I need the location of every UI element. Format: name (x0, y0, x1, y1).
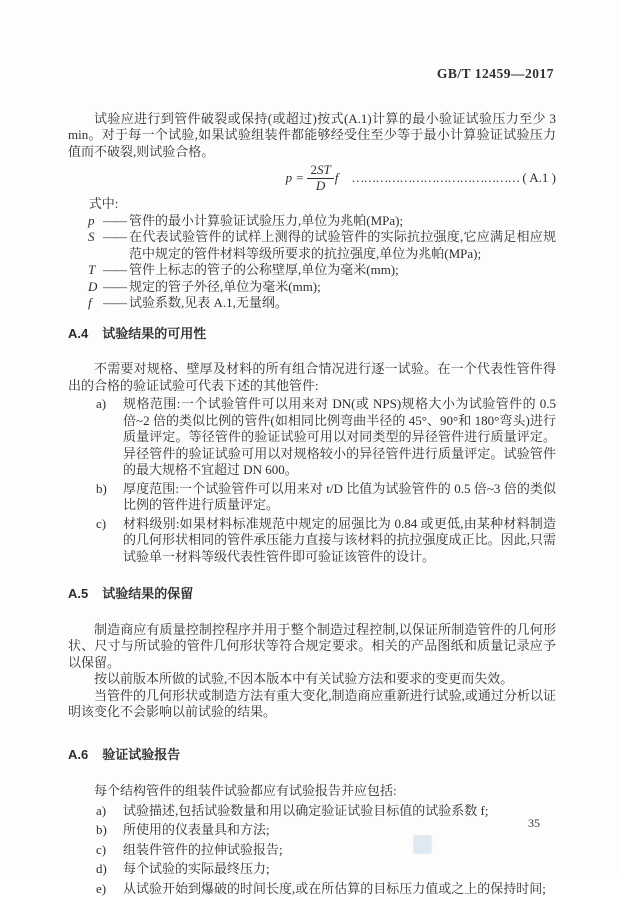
section-heading-a5: A.5 试验结果的保留 (68, 586, 556, 603)
section-a6-list (68, 803, 556, 897)
section-a6-intro: 每个结构管件的组装件试验都应有试验报告并应包括: (68, 783, 556, 800)
fraction (307, 163, 333, 194)
list-item: b) 厚度范围:一个试验管件可以用来对 t/D 比值为试验管件的 0.5 倍~3 倍的类似比例的管件进行质量评定。 (68, 481, 556, 514)
section-a5-paragraph: 按以前版本所做的试验,不因本版本中有关试验方法和要求的变更而失效。 (68, 671, 556, 688)
list-item: d) 每个试验的实际最终压力; (68, 861, 556, 878)
formula-label: ( A.1 ) (522, 170, 556, 185)
formula-reference (351, 170, 556, 187)
section-heading-a6: A.6 验证试验报告 (68, 747, 556, 764)
section-a5-paragraph: 制造商应有质量控制控程序并用于整个制造过程控制,以保证所制造管件的几何形状、尺寸与所试验的管件几何形状等符合规定要求。相关的产品图纸和质量记录应予以保留。 (68, 622, 556, 672)
list-item: c) 组装件管件的拉伸试验报告; (68, 842, 556, 859)
formula-lhs: p (286, 170, 293, 187)
definition-row: D —— 规定的管子外径,单位为毫米(mm); (68, 279, 556, 296)
doc-number: GB/T 12459—2017 (68, 66, 554, 83)
definition-row: T —— 管件上标志的管子的公称壁厚,单位为毫米(mm); (68, 262, 556, 279)
definition-row: S —— 在代表试验管件的试样上测得的试验管件的实际抗拉强度,它应满足相应规范中规定的管件材料等级所要求的抗拉强度,单位为兆帕(MPa); (68, 229, 556, 262)
section-a4-paragraph: 不需要对规格、壁厚及材料的所有组合情况进行逐一试验。在一个代表性管件得出的合格的验证试验可代表下述的其他管件: (68, 361, 556, 394)
fraction-numerator: 2ST (307, 163, 333, 179)
list-item: b) 所使用的仪表量具和方法; (68, 822, 556, 839)
section-a4-list (68, 396, 556, 565)
section-a5-paragraph: 当管件的几何形状或制造方法有重大变化,制造商应重新进行试验,或通过分析以证明该变化不会影响以前试验的结果。 (68, 688, 556, 721)
leader-dots: …………………………………… (351, 170, 519, 185)
definition-row: p —— 管件的最小计算验证试验压力,单位为兆帕(MPa); (68, 213, 556, 230)
formula-factor: f (335, 170, 339, 187)
page-number: 35 (528, 816, 540, 831)
intro-paragraph: 试验应进行到管件破裂或保持(或超过)按式(A.1)计算的最小验证试验压力至少 3 min。对于每一个试验,如果试验组装件都能够经受住至少等于最小计算验证试验压力值而不破裂,则试验合格。 (68, 111, 556, 161)
page-content (68, 66, 556, 897)
formula-a1 (68, 161, 556, 195)
symbol-definitions (68, 213, 556, 312)
fraction-denominator: D (316, 179, 325, 194)
definition-row: f —— 试验系数,见表 A.1,无量纲。 (68, 295, 556, 312)
list-item: c) 材料级别:如果材料标准规范中规定的屈强比为 0.84 或更低,由某种材料制造的几何形状相同的管件承压能力直接与该材料的抗拉强度成正比。因此,只需试验单一材料等级代表性管件即可验证该管件的设计。 (68, 516, 556, 566)
list-item: a) 规格范围:一个试验管件可以用来对 DN(或 NPS)规格大小为试验管件的 0.5 倍~2 倍的类似比例的管件(如相同比例弯曲半径的 45°、90°和 180°弯头)进行质量评定。等径管件的验证试验可用以对同类型的异径管件进行质量评定。异径管件的验证试验可用以对规格较小的异径管件进行质量评定。试验管件的最大规格不宜超过 DN 600。 (68, 396, 556, 479)
where-label: 式中: (68, 196, 556, 213)
list-item: e) 从试验开始到爆破的时间长度,或在所估算的目标压力值或之上的保持时间; (68, 881, 556, 897)
equals-sign: = (296, 170, 303, 187)
scan-artifact (413, 835, 432, 854)
section-heading-a4: A.4 试验结果的可用性 (68, 326, 556, 343)
formula-expression (286, 163, 339, 194)
list-item: a) 试验描述,包括试验数量和用以确定验证试验目标值的试验系数 f; (68, 803, 556, 820)
